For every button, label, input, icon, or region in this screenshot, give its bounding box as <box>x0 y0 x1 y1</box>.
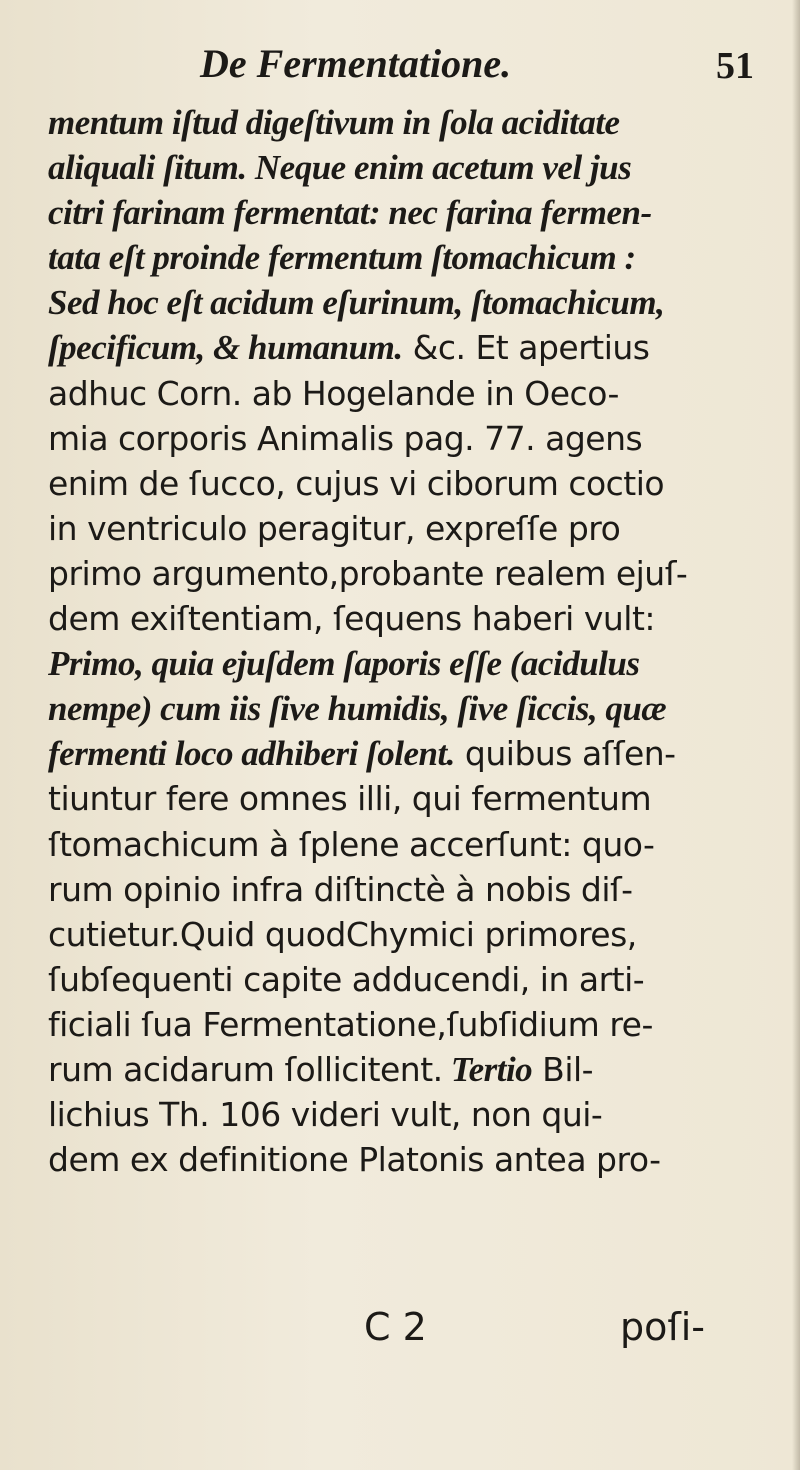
text-segment: Tertio <box>442 1049 533 1089</box>
text-segment: lichius Th. 106 videri vult, non qui- <box>48 1095 603 1135</box>
text-segment: adhuc Corn. ab Hogelande in Oeco- <box>48 373 619 413</box>
text-line <box>48 190 778 235</box>
text-segment: primo argumento,probante realem ejuſ- <box>48 553 688 593</box>
text-line <box>48 325 778 370</box>
text-segment: cutietur.Quid quodChymici primores, <box>48 914 637 954</box>
text-line <box>48 776 778 821</box>
text-segment: citri farinam fermentat: nec farina fermen- <box>48 193 652 233</box>
page-edge-shadow <box>792 0 800 1470</box>
text-segment: tata eſt proinde fermentum ſtomachicum : <box>48 238 636 278</box>
text-line <box>48 280 778 325</box>
page-header <box>0 40 800 100</box>
text-line <box>48 596 778 641</box>
text-line <box>48 867 778 912</box>
text-segment: dem ex definitione Platonis antea pro- <box>48 1140 661 1180</box>
text-segment: ſubſequenti capite adducendi, in arti- <box>48 959 645 999</box>
text-line <box>48 641 778 686</box>
catchword: poſi- <box>620 1305 706 1349</box>
text-segment: in ventriculo peragitur, expreſſe pro <box>48 508 621 548</box>
signature-mark: C 2 <box>364 1305 427 1349</box>
running-title: De Fermentatione. <box>200 41 512 86</box>
page-footer <box>0 1305 800 1365</box>
text-line <box>48 1092 778 1137</box>
text-segment: ficiali ſua Fermentatione,ſubſidium re- <box>48 1004 653 1044</box>
text-line <box>48 551 778 596</box>
text-segment: Primo, quia ejuſdem ſaporis eſſe (acidulus <box>48 644 640 684</box>
text-segment: ſpecificum, & humanum. <box>48 328 403 368</box>
text-segment: enim de ſucco, cujus vi ciborum coctio <box>48 463 665 503</box>
text-segment: nempe) cum iis ſive humidis, ſive ſiccis, quæ <box>48 689 667 729</box>
text-segment: fermenti loco adhiberi ſolent. <box>48 734 455 774</box>
text-line <box>48 822 778 867</box>
text-line <box>48 506 778 551</box>
body-text <box>48 100 778 1182</box>
text-segment: aliquali ſitum. Neque enim acetum vel jus <box>48 148 632 188</box>
text-line <box>48 100 778 145</box>
text-segment: mentum iſtud digeſtivum in ſola aciditate <box>48 103 620 142</box>
text-segment: mia corporis Animalis pag. 77. agens <box>48 418 643 458</box>
text-segment: rum acidarum ſollicitent. <box>48 1049 443 1089</box>
text-line <box>48 731 778 776</box>
text-line <box>48 145 778 190</box>
text-segment: ſtomachicum à ſplene accerſunt: quo- <box>48 824 655 864</box>
text-line <box>48 1137 778 1182</box>
text-line <box>48 416 778 461</box>
text-line <box>48 1002 778 1047</box>
text-line <box>48 686 778 731</box>
text-segment: rum opinio infra diſtinctè à nobis diſ- <box>48 869 633 909</box>
text-segment: Sed hoc eſt acidum eſurinum, ſtomachicum, <box>48 283 665 323</box>
text-line <box>48 371 778 416</box>
text-segment: Bil- <box>532 1049 594 1089</box>
text-line <box>48 912 778 957</box>
page-number: 51 <box>716 45 754 87</box>
text-line <box>48 957 778 1002</box>
text-line <box>48 1047 778 1092</box>
text-segment: dem exiſtentiam, ſequens haberi vult: <box>48 599 656 639</box>
text-line <box>48 235 778 280</box>
text-segment: tiuntur fere omnes illi, qui fermentum <box>48 779 652 819</box>
text-line <box>48 461 778 506</box>
text-segment: quibus aſſen- <box>454 734 676 774</box>
text-segment: &c. Et apertius <box>402 328 650 368</box>
